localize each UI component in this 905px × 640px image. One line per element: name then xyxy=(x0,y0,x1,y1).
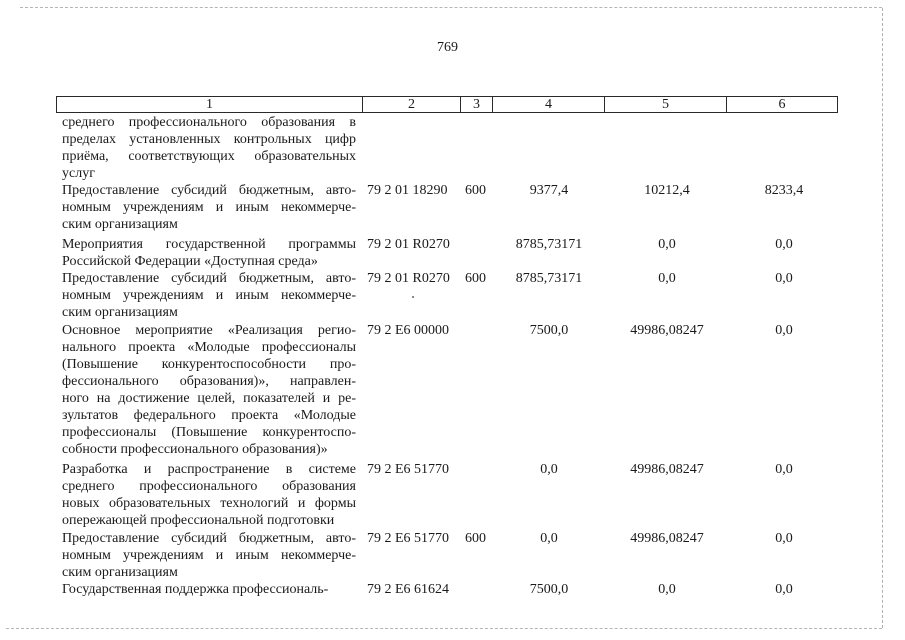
row-value-col5: 0,0 xyxy=(658,237,676,252)
description-line: пределах установленных контрольных цифр xyxy=(62,132,356,147)
row-code: 79 2 01 R0270 xyxy=(367,271,450,286)
description-line: ским организациям xyxy=(62,565,178,580)
description-line: среднего профессионального образования xyxy=(62,479,356,494)
row-expense-type: 600 xyxy=(465,531,486,546)
row-code: 79 2 E6 00000 xyxy=(367,323,450,338)
description-line: Мероприятия государственной программы xyxy=(62,237,356,252)
row-value-col4: 0,0 xyxy=(540,531,558,546)
row-description xyxy=(62,581,356,598)
description-line: (Повышение конкурентоспособности про- xyxy=(62,357,356,372)
description-line: Предоставление субсидий бюджетным, авто- xyxy=(62,183,356,198)
scan-edge-top xyxy=(20,7,882,8)
row-value-col6: 0,0 xyxy=(775,271,793,286)
row-code: 79 2 E6 61624 xyxy=(367,582,450,597)
description-line: зультатов федерального проекта «Молодые xyxy=(62,408,356,423)
row-code: 79 2 E6 51770 xyxy=(367,462,450,477)
row-description xyxy=(62,270,356,321)
description-line: услуг xyxy=(62,166,95,181)
table-header xyxy=(56,96,838,113)
row-value-col5: 10212,4 xyxy=(644,183,690,198)
row-expense-type: 600 xyxy=(465,183,486,198)
row-expense-type: 600 xyxy=(465,271,486,286)
row-value-col6: 0,0 xyxy=(775,323,793,338)
description-line: приёма, соответствующих образовательных xyxy=(62,149,356,164)
scan-edge-right xyxy=(882,8,883,628)
row-description xyxy=(62,530,356,581)
row-description xyxy=(62,236,356,270)
row-value-col4: 9377,4 xyxy=(529,183,569,198)
row-value-col5: 49986,08247 xyxy=(630,531,704,546)
description-line: новых образовательных технологий и формы xyxy=(62,496,356,511)
row-value-col5: 0,0 xyxy=(658,271,676,286)
description-line: Разработка и распространение в системе xyxy=(62,462,356,477)
page-number: 769 xyxy=(437,40,458,55)
scan-speck xyxy=(412,296,414,298)
header-col-3: 3 xyxy=(460,97,492,112)
description-line: фессионального образования)», направлен- xyxy=(62,374,356,389)
header-col-2: 2 xyxy=(362,97,460,112)
scan-edge-bottom xyxy=(6,628,882,629)
row-description xyxy=(62,182,356,233)
description-line: опережающей профессиональной подготовки xyxy=(62,513,335,528)
header-col-6: 6 xyxy=(726,97,837,112)
row-value-col4: 7500,0 xyxy=(529,582,569,597)
description-line: среднего профессионального образования в xyxy=(62,115,356,130)
row-value-col6: 0,0 xyxy=(775,237,793,252)
description-line: Основное мероприятие «Реализация регио- xyxy=(62,323,356,338)
row-value-col4: 8785,73171 xyxy=(515,237,583,252)
row-value-col6: 0,0 xyxy=(775,582,793,597)
row-code: 79 2 01 R0270 xyxy=(367,237,450,252)
row-description xyxy=(62,322,356,458)
header-col-1: 1 xyxy=(206,97,213,112)
description-line: ским организациям xyxy=(62,305,178,320)
row-value-col4: 8785,73171 xyxy=(515,271,583,286)
row-value-col5: 0,0 xyxy=(658,582,676,597)
description-line: ским организациям xyxy=(62,217,178,232)
row-value-col5: 49986,08247 xyxy=(630,462,704,477)
row-value-col4: 7500,0 xyxy=(529,323,569,338)
header-col-5: 5 xyxy=(604,97,726,112)
row-code: 79 2 E6 51770 xyxy=(367,531,450,546)
description-line: Предоставление субсидий бюджетным, авто- xyxy=(62,531,356,546)
row-value-col6: 0,0 xyxy=(775,462,793,477)
description-line: нального проекта «Молодые профессионалы xyxy=(62,340,356,355)
row-code: 79 2 01 18290 xyxy=(367,183,448,198)
row-value-col6: 0,0 xyxy=(775,531,793,546)
row-value-col5: 49986,08247 xyxy=(630,323,704,338)
description-line: номным учреждениям и иным некоммерче- xyxy=(62,548,356,563)
description-line: Предоставление субсидий бюджетным, авто- xyxy=(62,271,356,286)
description-line: собности профессионального образования)» xyxy=(62,442,328,457)
header-col-4: 4 xyxy=(492,97,604,112)
row-description xyxy=(62,114,356,182)
description-line: номным учреждениям и иным некоммерче- xyxy=(62,200,356,215)
row-description xyxy=(62,461,356,529)
description-line: Государственная поддержка профессиональ- xyxy=(62,582,329,597)
row-value-col4: 0,0 xyxy=(540,462,558,477)
description-line: ного на достижение целей, показателей и ре- xyxy=(62,391,356,406)
row-value-col6: 8233,4 xyxy=(764,183,804,198)
description-line: профессионалы (Повышение конкурентоспо- xyxy=(62,425,356,440)
description-line: номным учреждениям и иным некоммерче- xyxy=(62,288,356,303)
description-line: Российской Федерации «Доступная среда» xyxy=(62,254,318,269)
